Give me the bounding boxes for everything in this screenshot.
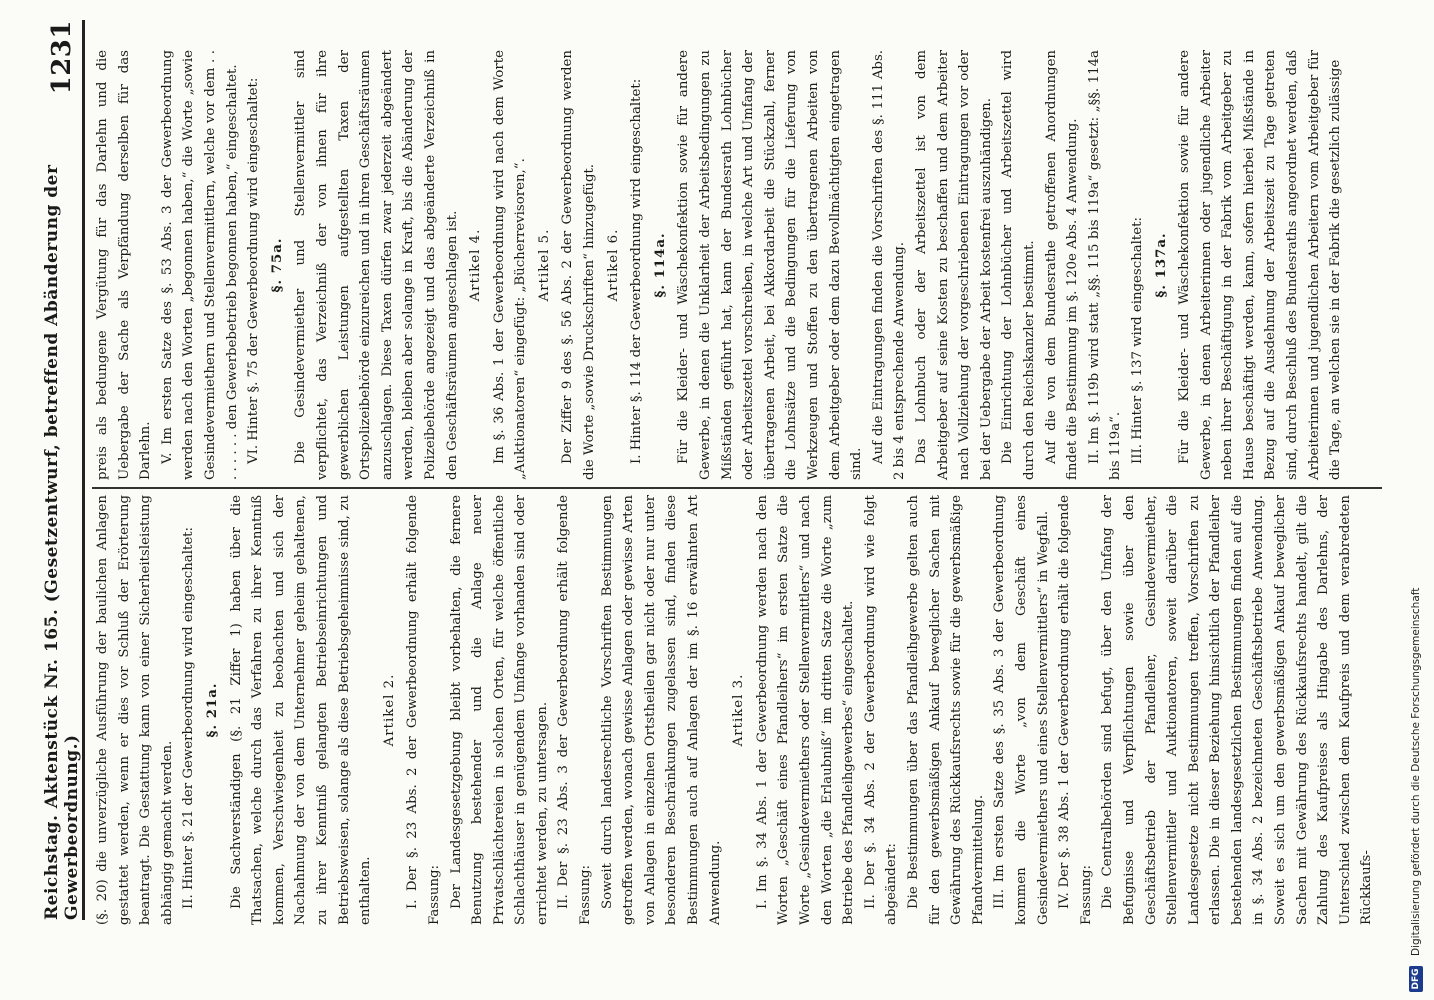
paragraph: Im §. 36 Abs. 1 der Gewerbeordnung wird nach dem Worte „Auktionatoren“ eingefügt: „Bücherrevisoren,“. (491, 50, 529, 480)
section-heading: §. 137a. (1153, 232, 1169, 298)
dfg-logo: DFG (1409, 966, 1423, 992)
column-divider (92, 487, 1382, 489)
paragraph: Für die Kleider- und Wäschekonfektion sowie für andere Gewerbe, in denen die Unklarheit der Arbeitsbedingungen zu Mißständen geführt hat, kann der Bundesrath Lohnbücher oder Arbeitszettel vorschreiben, in welche Art und Umfang der übertragenen Arbeit, bei Akkordarbeit die Stückzahl, ferner die Lohnsätze und die Bedingungen für die Lieferung von Werkzeugen und Stoffen zu den übertragenen Arbeiten von dem Arbeitgeber oder dem dazu Bevollmächtigten eingetragen sind. (676, 50, 865, 480)
paragraph: (§. 20) die unverzügliche Ausführung der baulichen Anlagen gestattet werden, wenn er dies vor Schluß der Erörterung beantragt. Die Gestattung kann von einer Sicherheitsleistung abhängig gemacht werden. (95, 495, 175, 925)
paragraph: I. Der §. 23 Abs. 2 der Gewerbeordnung erhält folgende Fassung: (405, 495, 442, 925)
article-heading: Artikel 5. (536, 228, 552, 302)
paragraph: Der Landesgesetzgebung bleibt vorbehalten, die fernere Benutzung bestehender und die Anlage neuer Privatschlächtereien in solchen Orten, für welche öffentliche Schlachthäuser in genügendem Umfange vorhanden sind oder errichtet werden, zu untersagen. (448, 495, 550, 925)
paragraph: I. Hinter §. 114 der Gewerbeordnung wird eingeschaltet: (629, 78, 645, 464)
right-text-column (92, 50, 1347, 480)
section-heading: §. 75a. (269, 237, 285, 293)
paragraph: IV. Der §. 38 Abs. 1 der Gewerbeordnung erhält die folgende Fassung: (1057, 495, 1094, 925)
paragraph: Die Einrichtung der Lohnbücher und Arbeitszettel wird durch den Reichskanzler bestimmt. (1000, 50, 1037, 480)
section-heading: §. 21a. (204, 682, 220, 738)
paragraph: Das Lohnbuch oder der Arbeitszettel ist von dem Arbeitgeber auf seine Kosten zu beschaffen und dem Arbeiter nach Vollziehung der vorgeschriebenen Eintragungen vor oder bei der Uebergabe der Arbeit kostenfrei auszuhändigen. (913, 50, 994, 480)
paragraph: VI. Hinter §. 75 der Gewerbeordnung wird eingeschaltet: (246, 77, 262, 464)
digitization-footer (1398, 0, 1434, 1000)
paragraph: Die Sachverständigen (§. 21 Ziffer 1) haben über die Thatsachen, welche durch das Verfahren zu ihrer Kenntniß kommen, Verschwiegenheit zu beobachten und sich der Nachahmung der von dem Unternehmer geheim gehaltenen, zu ihrer Kenntniß gelangten Betriebseinrichtungen und Betriebsweisen, solange als diese Betriebsgeheimnisse sind, zu enthalten. (228, 495, 374, 925)
left-text-column (92, 495, 1378, 925)
digitization-note: Digitalisierung gefördert durch die Deutsche Forschungsgemeinschaft (1410, 587, 1422, 956)
paragraph: Auf die von dem Bundesrathe getroffenen Anordnungen findet die Bestimmung im §. 120e Abs. 4 Anwendung. (1043, 50, 1081, 480)
paragraph: Die Gesindevermiether und Stellenvermittler sind verpflichtet, das Verzeichniß der von ihnen für ihre gewerblichen Leistungen aufgestellten Taxen der Ortspolizeibehörde einzureichen und in ihren Geschäftsräumen anzuschlagen. Diese Taxen dürfen zwar jederzeit abgeändert werden, bleiben aber solange in Kraft, bis die Abänderung der Polizeibehörde angezeigt und das abgeänderte Verzeichniß in den Geschäftsräumen angeschlagen ist. (293, 50, 460, 480)
running-header (42, 20, 85, 920)
paragraph: preis als bedungene Vergütung für das Darlehn und die Uebergabe der Sache als Verpfändung derselben für das Darlehn. (95, 50, 154, 480)
paragraph: II. Der §. 23 Abs. 3 der Gewerbeordnung erhält folgende Fassung: (556, 495, 594, 925)
paragraph: III. Hinter §. 137 wird eingeschaltet: (1129, 217, 1145, 464)
article-heading: Artikel 4. (468, 228, 484, 302)
paragraph: Auf die Eintragungen finden die Vorschriften des §. 111 Abs. 2 bis 4 entsprechende Anwendung. (870, 50, 908, 480)
paragraph: II. Hinter §. 21 der Gewerbeordnung wird eingeschaltet: (181, 526, 197, 909)
running-title: Reichstag. Aktenstück Nr. 165. (Gesetzentwurf, betreffend Abänderung der Gewerbeordnung.) (42, 164, 82, 920)
paragraph: II. Im §. 119b wird statt „§§. 115 bis 119a“ gesetzt: „§§. 114a bis 119a“. (1086, 50, 1124, 480)
paragraph: II. Der §. 34 Abs. 2 der Gewerbeordnung wird wie folgt abgeändert: (862, 495, 900, 925)
section-heading: §. 114a. (652, 232, 668, 298)
paragraph: III. Im ersten Satze des §. 35 Abs. 3 der Gewerbeordnung kommen die Worte „von dem Geschäft eines Gesindevermiethers und eines Stellenvermittlers“ in Wegfall. (992, 495, 1051, 925)
paragraph: Die Bestimmungen über das Pfandleihgewerbe gelten auch für den gewerbsmäßigen Ankauf beweglicher Sachen mit Gewährung des Rückkaufsrechts sowie für die gewerbsmäßige Pfandvermittelung. (905, 495, 986, 925)
paragraph: Der Ziffer 9 des §. 56 Abs. 2 der Gewerbeordnung werden die Worte „sowie Druckschriften“ hinzugefügt. (560, 50, 598, 480)
page-number: 1231 (47, 20, 77, 95)
article-heading: Artikel 2. (381, 673, 397, 747)
paragraph: V. Im ersten Satze des §. 53 Abs. 3 der Gewerbeordnung werden nach den Worten „begonnen haben,“ die Worte „sowie Gesindevermiethern und Stellenvermittlern, welche vor dem . . . . . . . . den Gewerbebetrieb begonnen haben,“ eingeschaltet. (159, 50, 240, 480)
article-heading: Artikel 3. (731, 673, 747, 747)
article-heading: Artikel 6. (605, 228, 621, 302)
paragraph: I. Im §. 34 Abs. 1 der Gewerbeordnung werden nach den Worten „Geschäft eines Pfandleihers“ im ersten Satze die Worte „Gesindevermiethers oder Stellenvermittlers“ und nach den Worten „die Erlaubniß“ im dritten Satze die Worte „zum Betriebe des Pfandleihgewerbes“ eingeschaltet. (754, 495, 857, 925)
paragraph: Die Centralbehörden sind befugt, über den Umfang der Befugnisse und Verpflichtungen sowie über den Geschäftsbetrieb der Pfandleiher, Gesindevermiether, Stellenvermittler und Auktionatoren, soweit darüber die Landesgesetze nicht Bestimmungen treffen, Vorschriften zu erlassen. Die in dieser Beziehung hinsichtlich der Pfandleiher bestehenden landesgesetzlichen Bestimmungen finden auf die in §. 34 Abs. 2 bezeichneten Geschäftsbetriebe Anwendung. Soweit es sich um den gewerbsmäßigen Ankauf beweglicher Sachen mit Gewährung des Rückkaufsrechts handelt, gilt die Zahlung des Kaufpreises als Hingabe des Darlehns, der Unterschied zwischen dem Kaufpreis und dem verabredeten Rückkaufs- (1100, 495, 1375, 925)
paragraph: Für die Kleider- und Wäschekonfektion sowie für andere Gewerbe, in denen Arbeiterinnen oder jugendliche Arbeiter neben ihrer Beschäftigung in der Fabrik vom Arbeitgeber zu Hause beschäftigt werden, kann, sofern hierbei Mißstände in Bezug auf die Ausdehnung der Arbeitszeit zu Tage getreten sind, durch Beschluß des Bundesraths angeordnet werden, daß Arbeiterinnen und jugendlichen Arbeitern vom Arbeitgeber für die Tage, an welchen sie in der Fabrik die gesetzlich zulässige (1177, 50, 1344, 480)
paragraph: Soweit durch landesrechtliche Vorschriften Bestimmungen getroffen werden, wonach gewisse Anlagen oder gewisse Arten von Anlagen in einzelnen Ortstheilen gar nicht oder nur unter besonderen Beschränkungen zugelassen sind, finden diese Bestimmungen auch auf Anlagen der im §. 16 erwähnten Art Anwendung. (599, 495, 723, 925)
